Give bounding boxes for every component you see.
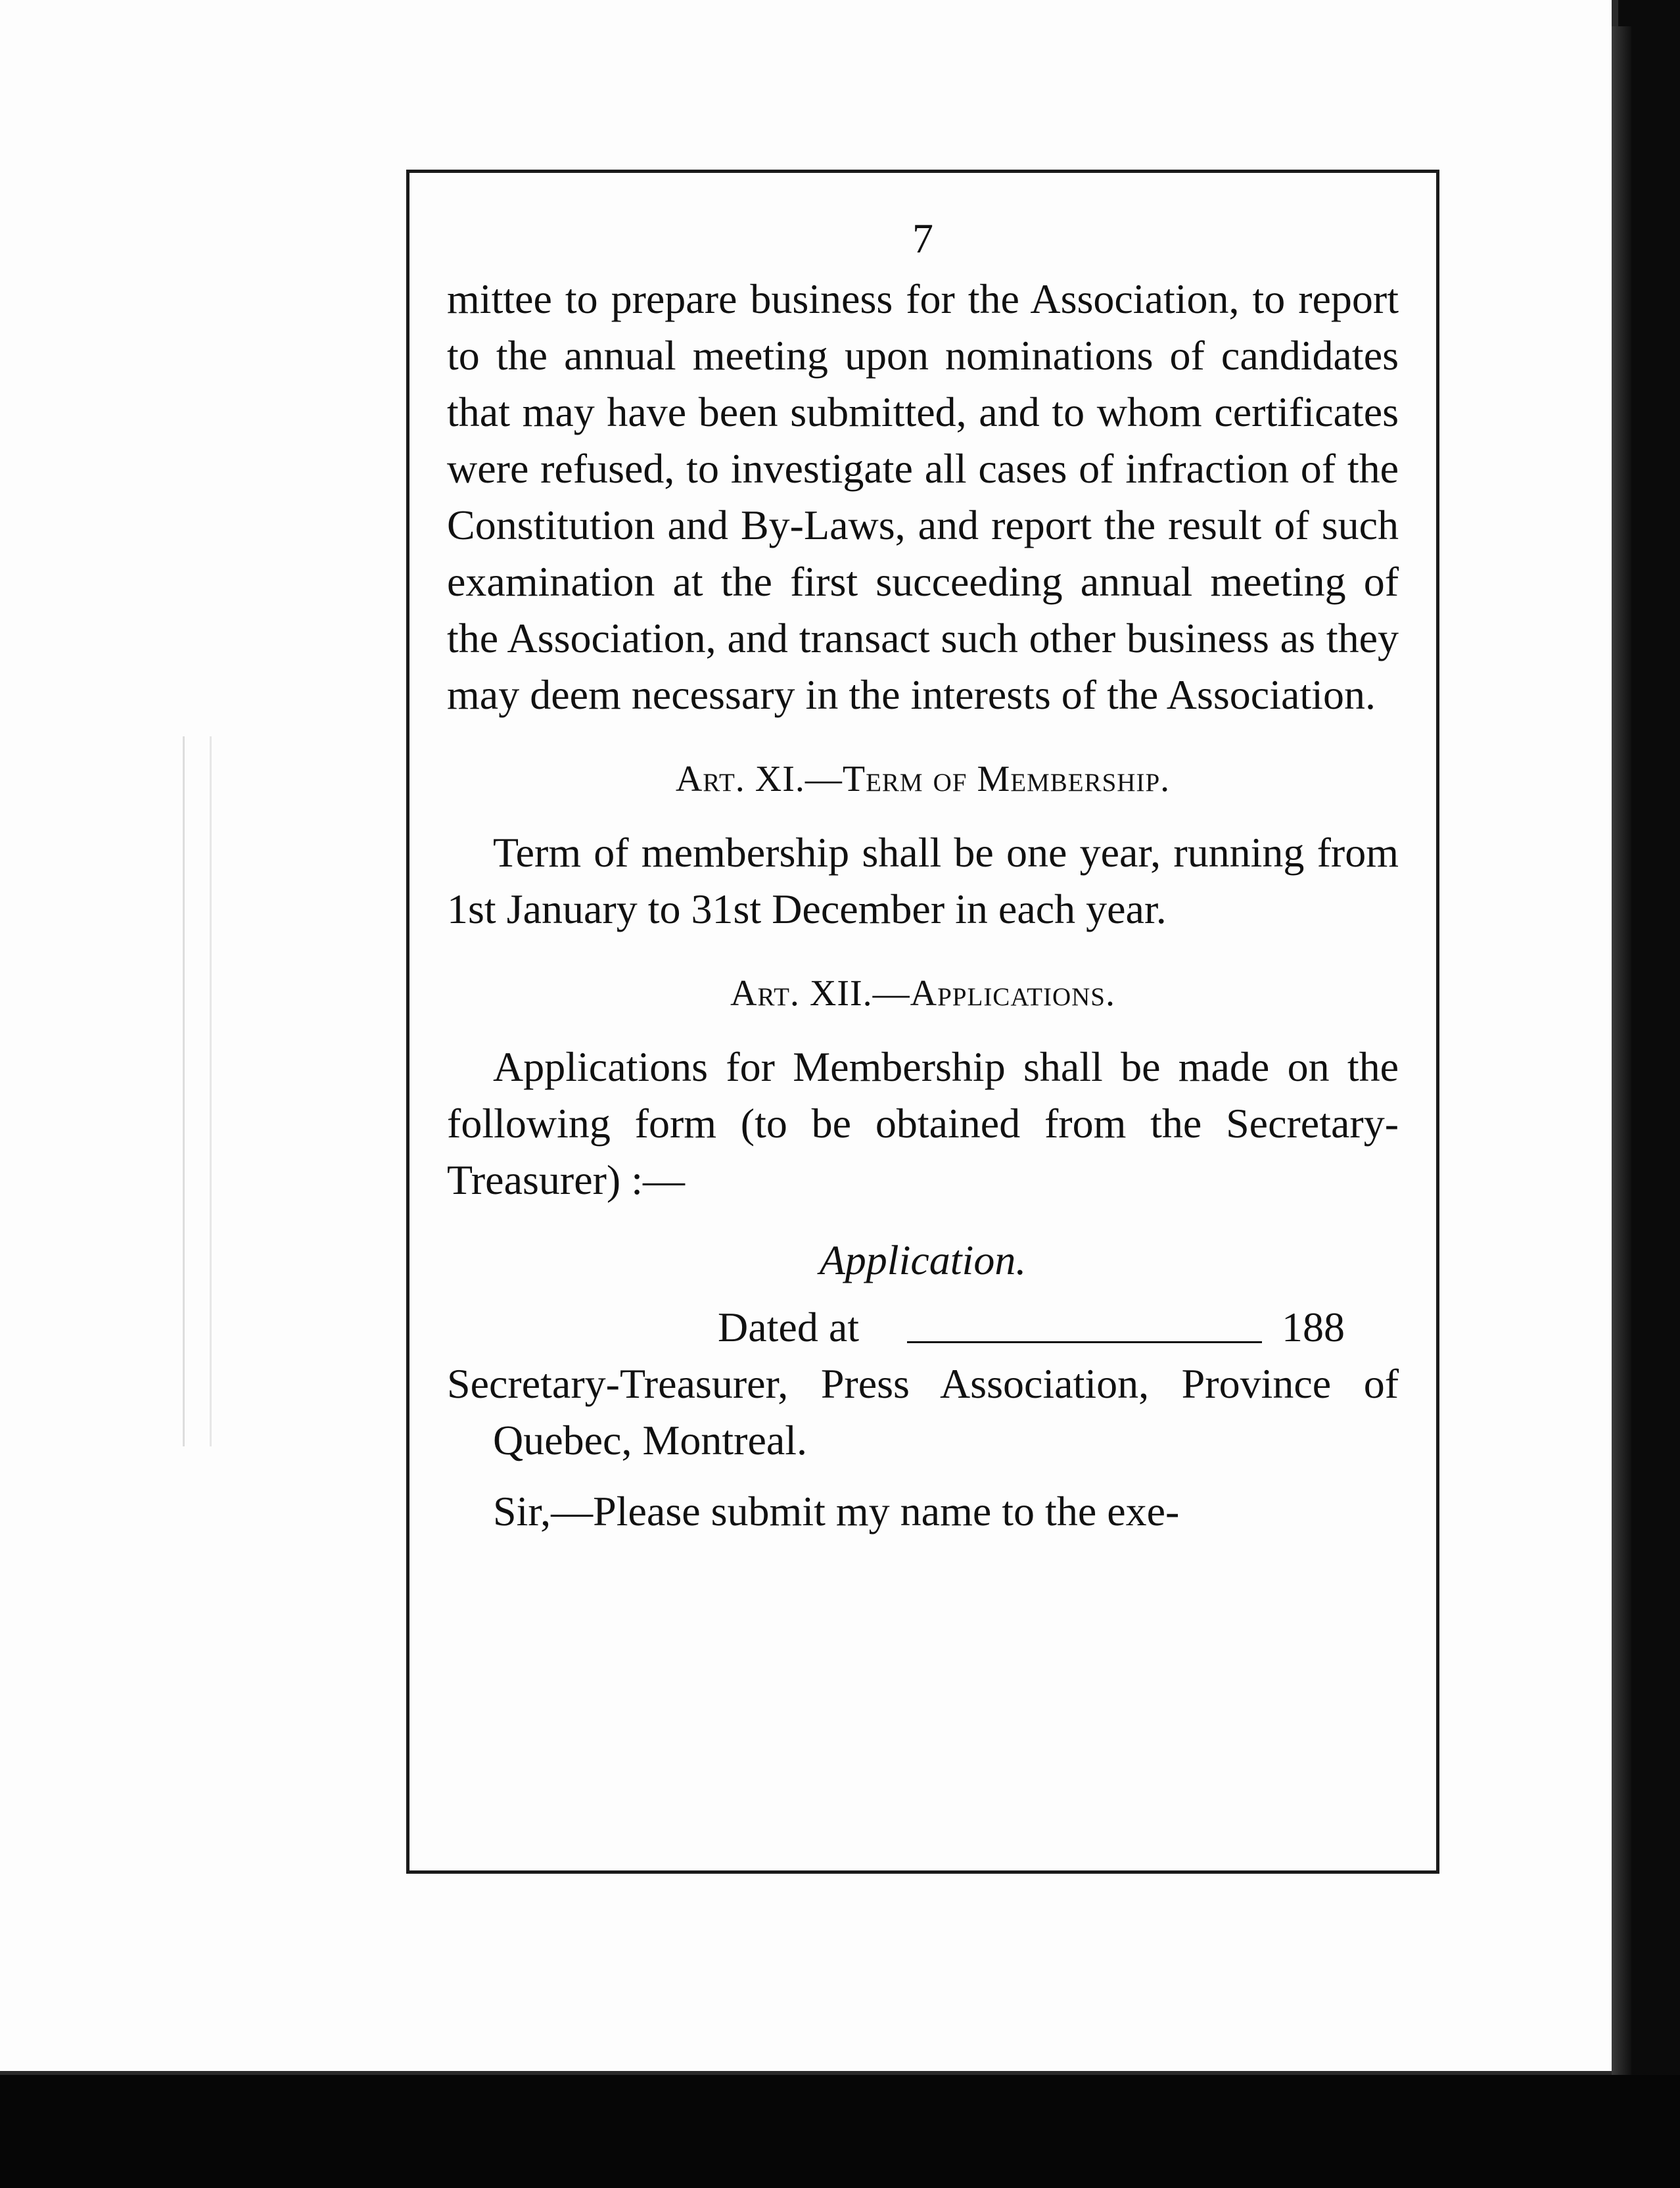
page-number: 7 [912,215,933,262]
dated-line [447,1299,1399,1356]
page-content [447,210,1399,1540]
article-12-heading: Art. XII.—Applications. [730,973,1115,1014]
article-11-text: Term of membership shall be one year, running from 1st January to 31st December in each year. [447,829,1399,932]
article-11-heading: Art. XI.—Term of Membership. [675,759,1171,799]
binding-stitch-mark [183,736,212,1446]
dated-label: Dated at [718,1304,859,1350]
scan-background [0,2075,1680,2188]
application-title: Application. [819,1237,1027,1283]
application-address: Secretary-Treasurer, Press Association, Province of Quebec, Montreal. [447,1360,1399,1463]
page-edge-shadow [1612,26,1631,2078]
article-12-text: Applications for Membership shall be made on the following form (to be obtained from the Secretary-Treasurer) :— [447,1043,1399,1203]
application-salutation: Sir,—Please submit my name to the exe- [493,1488,1180,1534]
dated-year: 188 [1282,1304,1345,1350]
dated-blank-line [907,1341,1262,1343]
paragraph-committee-duties: mittee to prepare business for the Association, to report to the annual meeting upon nominations of candidates that may have been submitted, and to whom certificates were refused, to investigate all cases of infraction of the Constitution and By-Laws, and report the result of such examination at the first succeeding annual meeting of the Association, and transact such other business as they may deem necessary in the interests of the Association. [447,275,1399,718]
